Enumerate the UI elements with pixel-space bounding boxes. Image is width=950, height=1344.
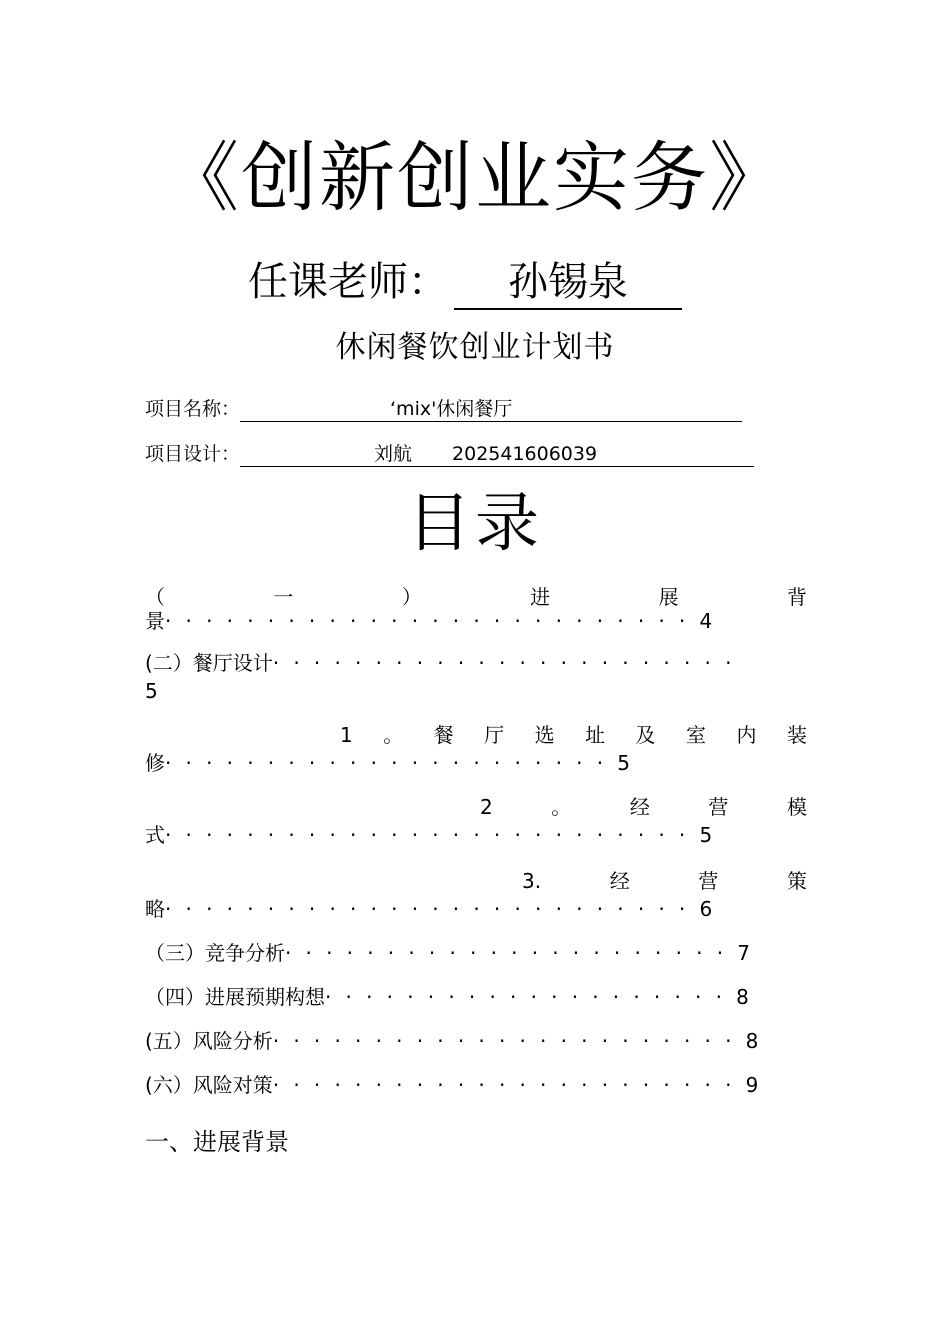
teacher-row xyxy=(248,250,682,310)
toc-token: 营 xyxy=(708,795,729,819)
toc-entry-text: 修 xyxy=(145,751,165,775)
project-design-name: 刘航 xyxy=(374,443,413,465)
toc-page: 8 xyxy=(736,985,749,1009)
toc-page: 5 xyxy=(617,751,630,775)
toc-page: 8 xyxy=(745,1029,759,1053)
project-name-row xyxy=(145,392,742,422)
toc-token: 室 xyxy=(686,723,707,747)
toc-token: ） xyxy=(401,585,422,609)
toc-token: 展 xyxy=(658,585,679,609)
toc-token: 2 xyxy=(480,795,493,819)
toc-leader: ······················· xyxy=(272,1029,746,1053)
toc-token: 一 xyxy=(273,585,294,609)
toc-token: 3. xyxy=(522,869,542,893)
toc-entry-2-page-line xyxy=(145,678,158,704)
toc-token: 餐 xyxy=(433,723,454,747)
toc-entry-text: (二）餐厅设计 xyxy=(145,651,273,675)
toc-token: 进 xyxy=(530,585,551,609)
toc-title: 目录 xyxy=(407,487,543,561)
toc-page: 6 xyxy=(699,897,713,921)
toc-entry-8[interactable] xyxy=(145,1028,758,1054)
toc-token: 经 xyxy=(609,869,630,893)
teacher-label: 任课老师： xyxy=(248,259,448,305)
toc-entry-1-top[interactable] xyxy=(145,584,807,610)
project-design-row xyxy=(145,437,754,467)
toc-token: 。 xyxy=(383,723,404,747)
toc-token: 模 xyxy=(786,795,807,819)
toc-token: 背 xyxy=(786,585,807,609)
project-name-value: ‘mix'休闲餐厅 xyxy=(390,398,513,420)
toc-page: 9 xyxy=(745,1073,759,1097)
toc-entry-3-top[interactable] xyxy=(340,722,807,748)
toc-leader: ·························· xyxy=(165,897,700,921)
project-design-label: 项目设计： xyxy=(145,443,241,465)
toc-token: 经 xyxy=(629,795,650,819)
toc-entry-text: 略 xyxy=(145,897,165,921)
toc-leader: ······················· xyxy=(272,1073,746,1097)
section-heading: 一、进展背景 xyxy=(145,1128,289,1156)
toc-page: 4 xyxy=(699,609,713,633)
toc-token: 内 xyxy=(736,723,757,747)
toc-token: 装 xyxy=(786,723,807,747)
toc-token: 策 xyxy=(786,869,807,893)
toc-page: 7 xyxy=(737,941,750,965)
toc-token: 营 xyxy=(698,869,719,893)
toc-entry-7[interactable] xyxy=(145,984,749,1010)
document-subtitle: 休闲餐饮创业计划书 xyxy=(335,330,615,365)
toc-leader: ······················ xyxy=(285,941,738,965)
toc-entry-text: （三）竞争分析 xyxy=(145,941,285,965)
project-design-id: 202541606039 xyxy=(452,443,598,465)
project-design-line xyxy=(240,442,754,467)
toc-entry-5-top[interactable] xyxy=(522,868,807,894)
toc-entry-3-bottom[interactable] xyxy=(145,750,630,776)
toc-token: 选 xyxy=(534,723,555,747)
toc-page: 5 xyxy=(145,679,158,703)
project-name-label: 项目名称： xyxy=(145,398,241,420)
toc-token: （ xyxy=(145,585,165,609)
toc-token: 及 xyxy=(635,723,656,747)
toc-entry-5-bottom[interactable] xyxy=(145,896,712,922)
toc-entry-text: 式 xyxy=(145,823,165,847)
teacher-name: 孙锡泉 xyxy=(454,256,682,310)
toc-entry-text: 景 xyxy=(145,609,165,633)
toc-token: 。 xyxy=(551,795,572,819)
toc-leader: ···················· xyxy=(325,985,737,1009)
toc-leader: ······················ xyxy=(165,751,618,775)
toc-entry-2[interactable] xyxy=(145,650,746,676)
toc-leader: ······················· xyxy=(272,651,746,675)
toc-entry-4-top[interactable] xyxy=(480,794,807,820)
toc-leader: ·························· xyxy=(165,823,700,847)
toc-entry-1-bottom[interactable] xyxy=(145,608,712,634)
toc-entry-4-bottom[interactable] xyxy=(145,822,712,848)
toc-entry-6[interactable] xyxy=(145,940,750,966)
toc-token: 厅 xyxy=(484,723,505,747)
toc-entry-text: (五）风险分析 xyxy=(145,1029,273,1053)
toc-token: 址 xyxy=(585,723,606,747)
toc-entry-text: （四）进展预期构想 xyxy=(145,985,325,1009)
document-title: 《创新创业实务》 xyxy=(163,133,787,222)
toc-entry-text: (六）风险对策 xyxy=(145,1073,273,1097)
project-name-line xyxy=(240,397,742,422)
toc-page: 5 xyxy=(699,823,713,847)
toc-entry-9[interactable] xyxy=(145,1072,758,1098)
toc-token: 1 xyxy=(340,723,353,747)
toc-leader: ·························· xyxy=(165,609,700,633)
